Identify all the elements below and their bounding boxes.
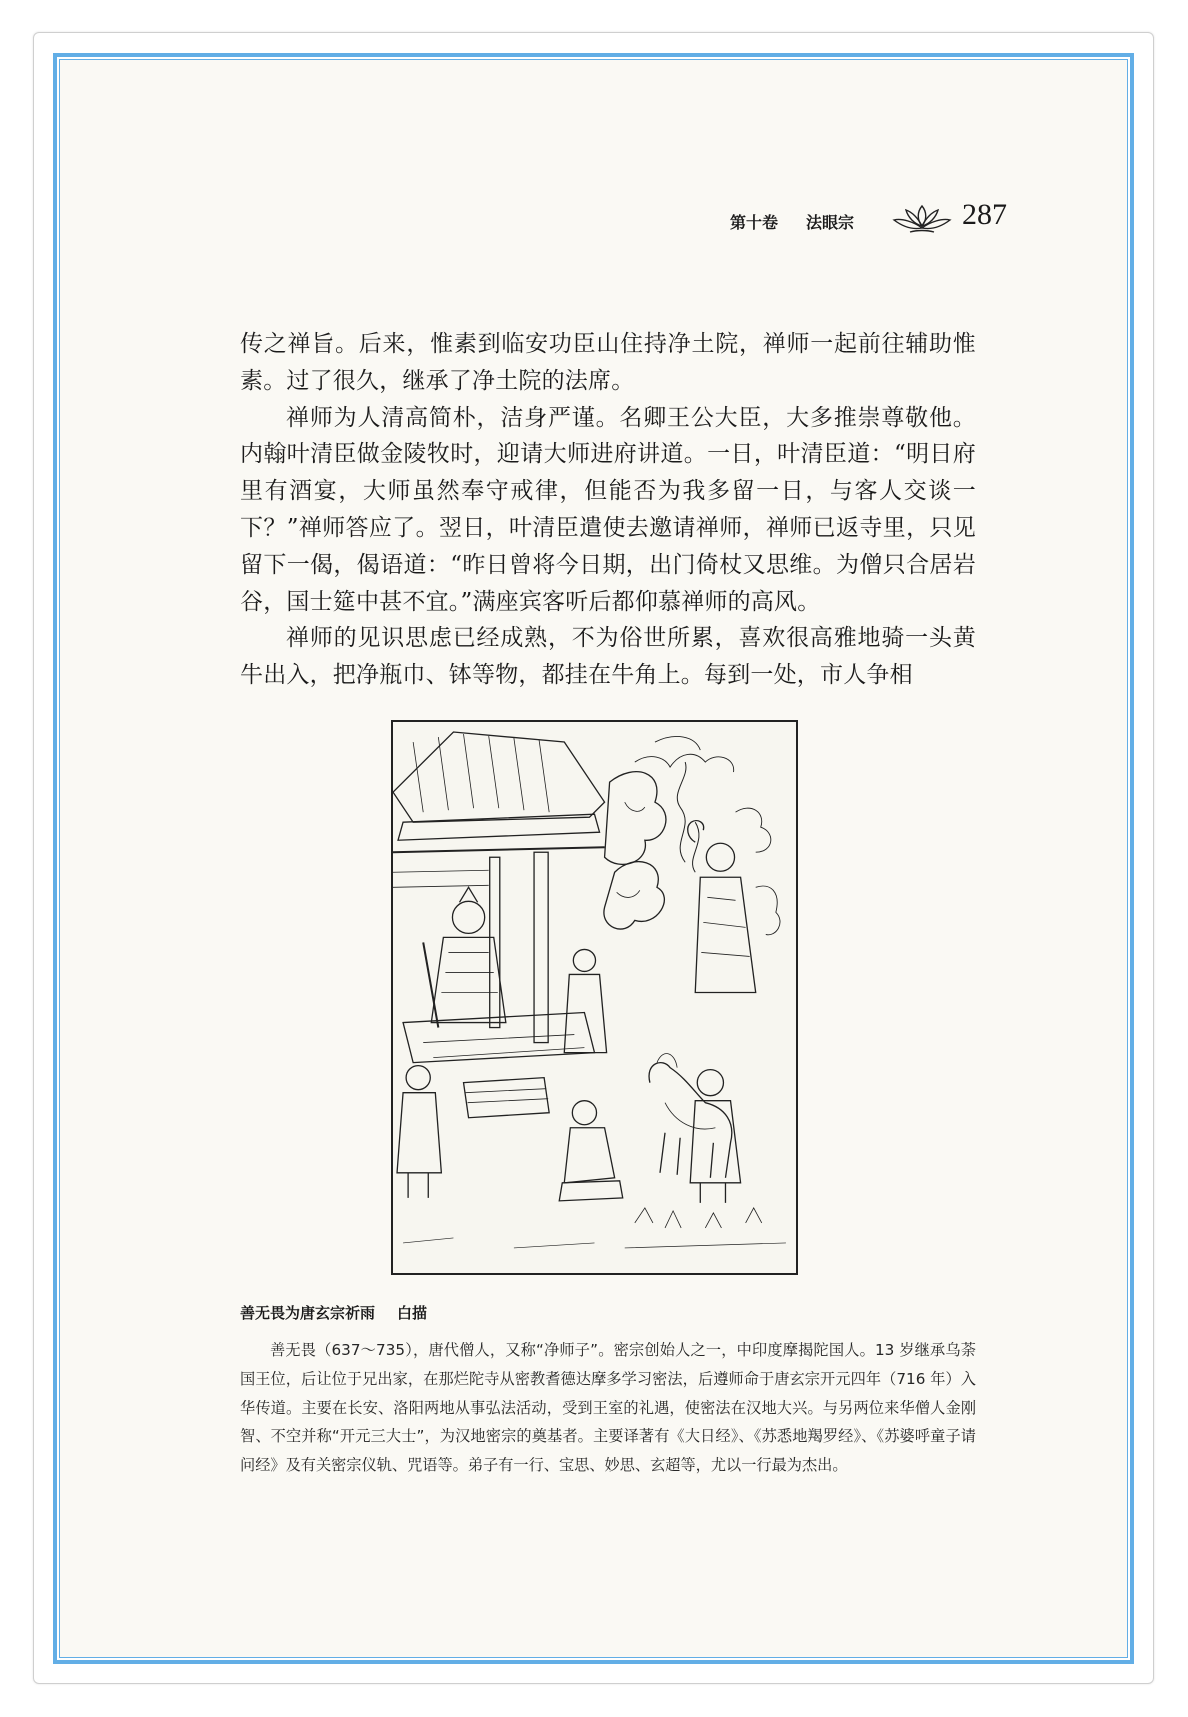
paragraph-2: 禅师为人清高简朴，洁身严谨。名卿王公大臣，大多推崇尊敬他。内翰叶清臣做金陵牧时，迎请大师进府讲道。一日，叶清臣道：“明日府里有酒宴，大师虽然奉守戒律，但能否为我多留一日，与客人交谈一下？”禅师答应了。翌日，叶清臣遣使去邀请禅师，禅师已返寺里，只见留下一偈，偈语道：“昨日曾将今日期，出门倚杖又思维。为僧只合居岩谷，国士筵中甚不宜。”满座宾客听后都仰慕禅师的高风。	[240, 404, 976, 615]
lotus-ornament-icon	[890, 202, 954, 236]
figure-caption-title	[240, 1302, 427, 1323]
monk-figure	[706, 843, 734, 871]
paragraph-3: 禅师的见识思虑已经成熟，不为俗世所累，喜欢很高雅地骑一头黄牛出入，把净瓶巾、钵等物，都挂在牛角上。每到一处，市人争相	[240, 625, 976, 689]
caption-style-text: 白描	[397, 1304, 428, 1322]
woodcut-illustration	[391, 720, 798, 1275]
header-section: 法眼宗	[806, 213, 855, 232]
illustration-drawing	[393, 722, 796, 1273]
rock-formation	[605, 772, 666, 865]
horse-figure	[649, 1063, 732, 1178]
attendant-figure	[406, 1066, 430, 1090]
emperor-figure	[452, 901, 484, 933]
header-chapter: 第十卷	[730, 213, 779, 232]
figure-caption-body	[240, 1336, 976, 1480]
kneeling-figure	[572, 1101, 596, 1125]
running-header	[600, 200, 1015, 240]
main-text	[240, 326, 976, 694]
pavilion-roof	[393, 732, 605, 822]
caption-title-text: 善无畏为唐玄宗祈雨	[240, 1304, 376, 1322]
paragraph-1: 传之禅旨。后来，惟素到临安功臣山住持净土院，禅师一起前往辅助惟素。过了很久，继承了净土院的法席。	[240, 331, 976, 394]
caption-paragraph: 善无畏（637～735），唐代僧人，又称“净师子”。密宗创始人之一，中印度摩揭陀国人。13 岁继承乌荼国王位，后让位于兄出家，在那烂陀寺从密教耆德达摩多学习密法，后遵师命于唐玄宗开元四年（716 年）入华传道。主要在长安、洛阳两地从事弘法活动，受到王室的礼遇，使密法在汉地大兴。与另两位来华僧人金刚智、不空并称“开元三大士”，为汉地密宗的奠基者。主要译著有《大日经》、《苏悉地羯罗经》、《苏婆呼童子请问经》及有关密宗仪轨、咒语等。弟子有一行、宝思、妙思、玄超等，尤以一行最为杰出。	[240, 1341, 976, 1475]
page-number: 287	[962, 198, 1007, 231]
warrior-figure	[697, 1070, 723, 1096]
